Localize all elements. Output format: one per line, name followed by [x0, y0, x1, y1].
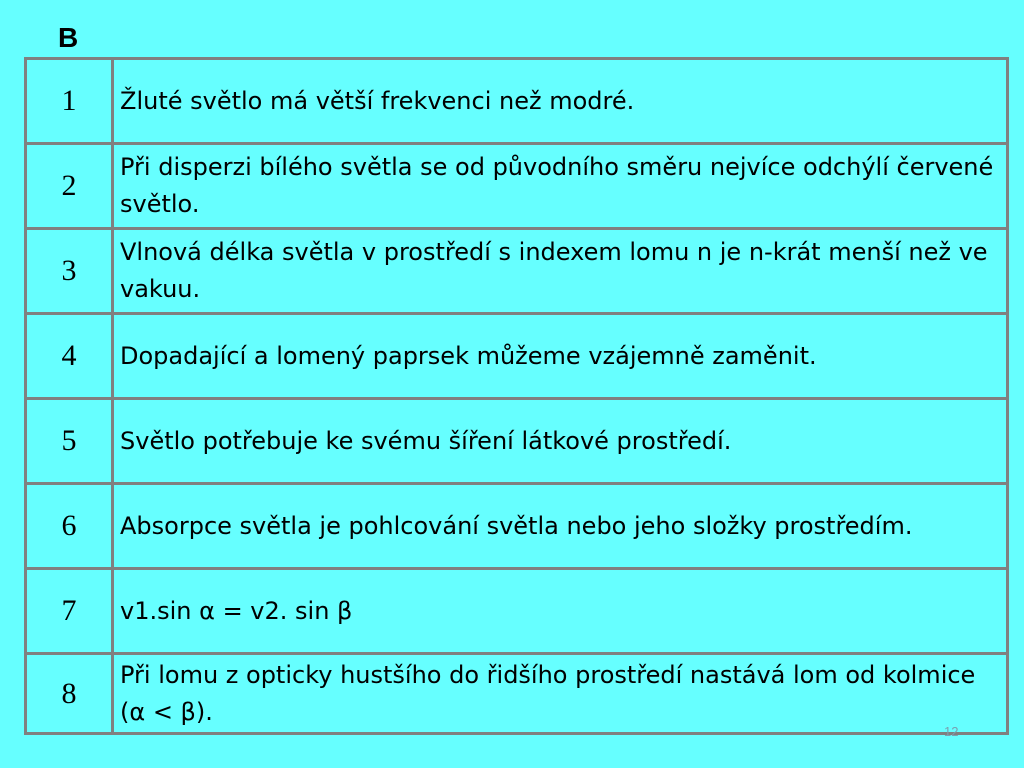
- slide-label: B: [58, 22, 79, 53]
- table-row: [26, 399, 1008, 484]
- statement-text: Při lomu z opticky hustšího do řidšího prostředí nastává lom od kolmice (α < β).: [113, 654, 1008, 734]
- row-number: 1: [26, 59, 113, 144]
- statement-text: Žluté světlo má větší frekvenci než modré.: [113, 59, 1008, 144]
- table-row: [26, 569, 1008, 654]
- statements-table: [24, 57, 1009, 735]
- statement-text: Světlo potřebuje ke svému šíření látkové prostředí.: [113, 399, 1008, 484]
- statement-text: Vlnová délka světla v prostředí s indexem lomu n je n-krát menší než ve vakuu.: [113, 229, 1008, 314]
- page-number: 12: [944, 724, 959, 739]
- row-number: 6: [26, 484, 113, 569]
- row-number: 7: [26, 569, 113, 654]
- table-row: [26, 484, 1008, 569]
- statement-text: v1.sin α = v2. sin β: [113, 569, 1008, 654]
- statement-text: Při disperzi bílého světla se od původního směru nejvíce odchýlí červené světlo.: [113, 144, 1008, 229]
- table-row: [26, 229, 1008, 314]
- statement-text: Dopadající a lomený paprsek můžeme vzájemně zaměnit.: [113, 314, 1008, 399]
- table-row: [26, 654, 1008, 734]
- row-number: 5: [26, 399, 113, 484]
- row-number: 8: [26, 654, 113, 734]
- table-row: [26, 314, 1008, 399]
- row-number: 3: [26, 229, 113, 314]
- row-number: 4: [26, 314, 113, 399]
- table-row: [26, 59, 1008, 144]
- statement-text: Absorpce světla je pohlcování světla nebo jeho složky prostředím.: [113, 484, 1008, 569]
- row-number: 2: [26, 144, 113, 229]
- table-row: [26, 144, 1008, 229]
